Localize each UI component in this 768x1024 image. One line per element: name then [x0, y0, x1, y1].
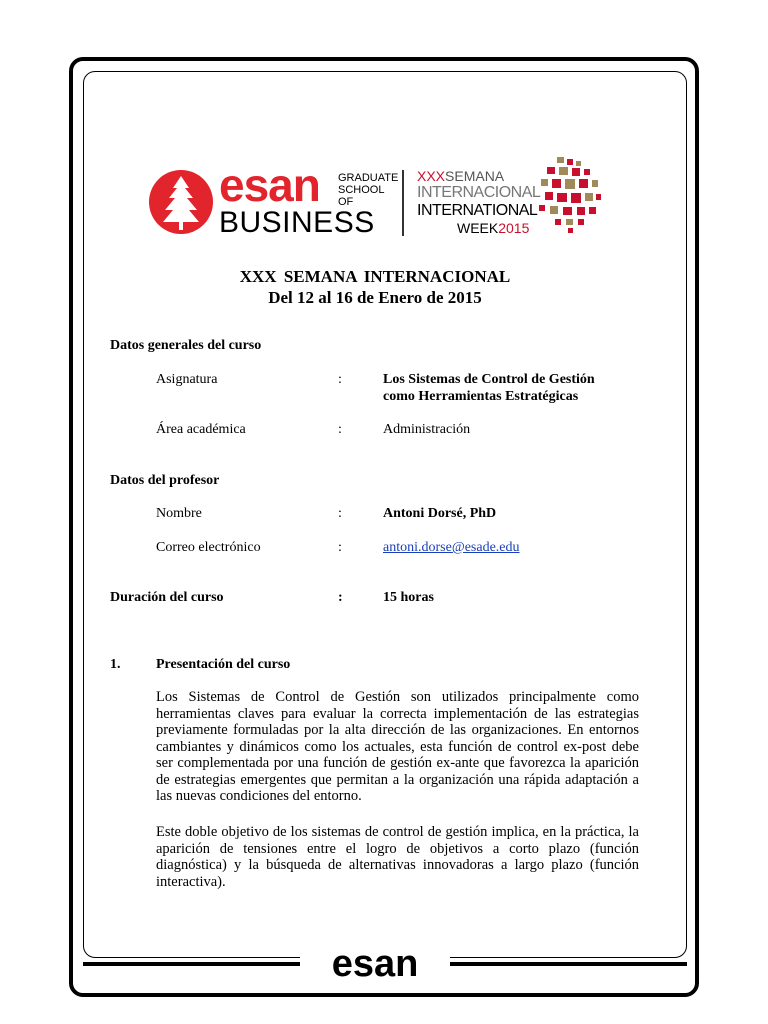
paragraph-2-text: Este doble objetivo de los sistemas de control de gestión implica, en la práctica, la aparición de tensiones entre el logro de objetivos a corto plazo (función diagnóstica) y la búsqueda de alternativas innovadoras a largo plazo (función interactiva). [156, 824, 639, 890]
asignatura-value-line-1: Los Sistemas de Control de Gestión [383, 372, 595, 387]
asignatura-separator: : [338, 372, 342, 387]
week-semana: SEMANA [445, 168, 505, 184]
correo-email-link[interactable]: antoni.dorse@esade.edu [383, 540, 520, 555]
nombre-label: Nombre [156, 506, 202, 521]
footer-esan-logo: esan [331, 943, 419, 985]
week-line-semana [417, 168, 504, 184]
title-line-1: XXX SEMANA INTERNACIONAL [239, 267, 511, 286]
school-of-line: SCHOOL OF [338, 184, 385, 208]
nombre-value: Antoni Dorsé, PhD [383, 506, 497, 521]
datos-generales-heading: Datos generales del curso [110, 338, 262, 353]
correo-label: Correo electrónico [156, 540, 261, 555]
week-line-internacional: INTERNACIONAL [417, 184, 541, 201]
asignatura-label: Asignatura [156, 372, 218, 387]
week-year: 2015 [498, 220, 530, 236]
week-line-week [457, 220, 529, 236]
correo-separator: : [338, 540, 342, 555]
duracion-label: Duración del curso [110, 590, 224, 605]
esan-business-logo [145, 150, 399, 240]
week-line-international: INTERNATIONAL [417, 202, 538, 219]
tree-emblem-icon [149, 170, 213, 234]
footer-rule-left [83, 962, 301, 966]
header-logos [145, 150, 615, 240]
area-separator: : [338, 422, 342, 437]
duracion-separator: : [338, 590, 343, 605]
nombre-separator: : [338, 506, 342, 521]
datos-profesor-heading: Datos del profesor [110, 473, 220, 488]
graduate-line: GRADUATE [338, 172, 399, 184]
section-1-number: 1. [110, 657, 121, 672]
section-1-heading: Presentación del curso [156, 657, 291, 672]
week-word: WEEK [457, 220, 499, 236]
area-value: Administración [383, 422, 471, 437]
footer-rule-right [448, 962, 687, 966]
asignatura-value-line-2: como Herramientas Estratégicas [383, 389, 579, 404]
graduate-school-text [338, 172, 398, 208]
logo-divider [402, 170, 404, 236]
area-label: Área académica [156, 422, 246, 437]
title-line-2: Del 12 al 16 de Enero de 2015 [268, 288, 482, 307]
business-wordmark: BUSINESS [219, 206, 375, 239]
section-1-paragraph-2 [156, 824, 639, 890]
week-xxx: XXX [417, 168, 446, 184]
paragraph-1-text: Los Sistemas de Control de Gestión son utilizados principalmente como herramientas claves para evaluar la correcta implementación de las estrategias previamente formuladas por la alta dirección de las organizaciones. En entornos cambiantes y dinámicos como los actuales, esta función de control ex-post debe ser complementada por una función de gestión ex-ante que favorezca la aparición de estrategias emergentes que permitan a la organización una rápida adaptación a las nuevas condiciones del entorno. [156, 689, 639, 804]
esan-wordmark: esan [219, 159, 320, 211]
mosaic-globe-icon [535, 155, 605, 235]
section-1-paragraph-1 [156, 689, 639, 805]
duracion-value: 15 horas [383, 590, 434, 605]
